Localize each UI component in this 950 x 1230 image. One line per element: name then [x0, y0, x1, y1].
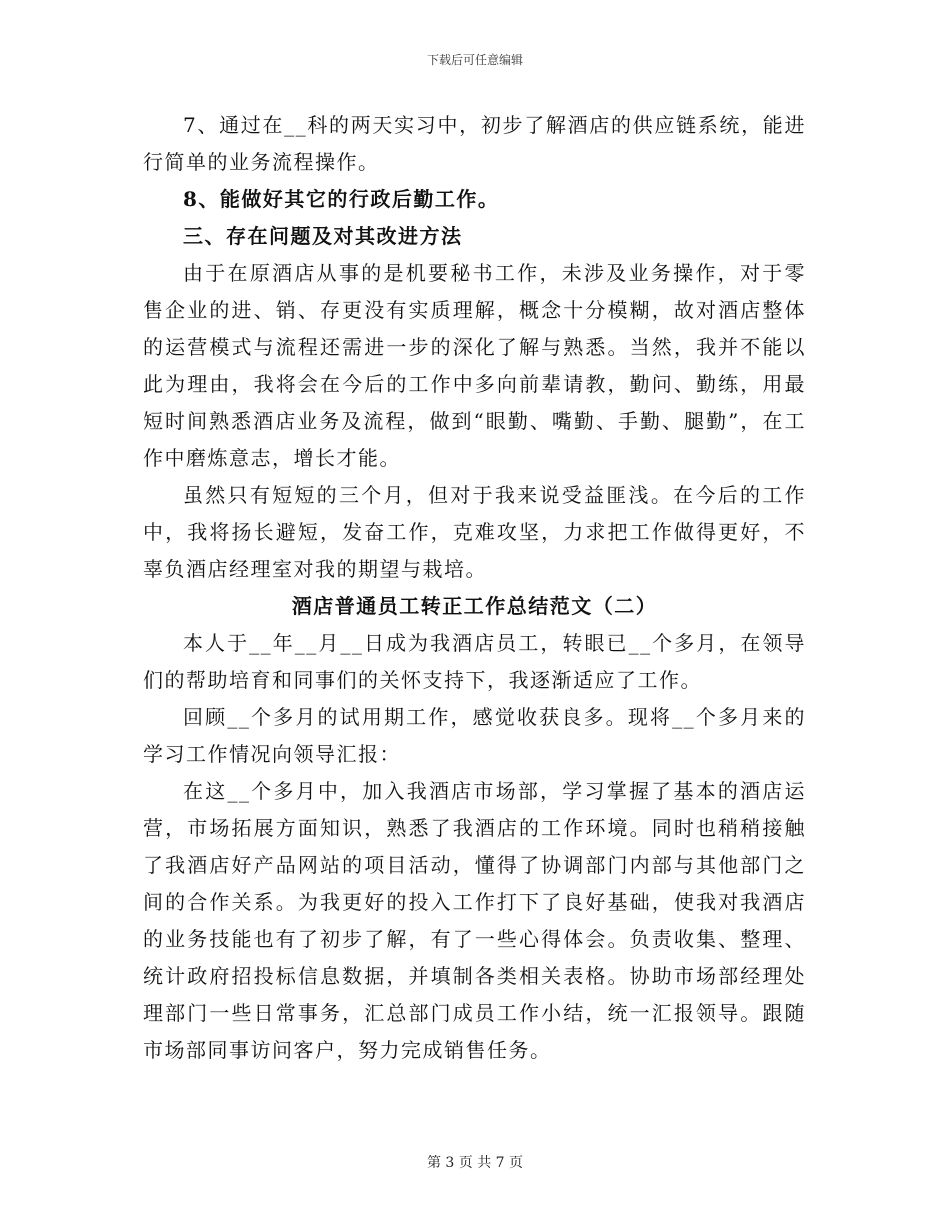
document-body	[143, 107, 806, 1069]
article-title: 酒店普通员工转正工作总结范文（二）	[291, 594, 658, 618]
paragraph-item-7: 7、通过在__科的两天实习中，初步了解酒店的供应链系统，能进行简单的业务流程操作。	[143, 113, 806, 174]
paragraph-problems: 由于在原酒店从事的是机要秘书工作，未涉及业务操作，对于零售企业的进、销、存更没有实质理解，概念十分模糊，故对酒店整体的运营模式与流程还需进一步的深化了解与熟悉。当然，我并不能以此为理由，我将会在今后的工作中多向前辈请教，勤问、勤练，用最短时间熟悉酒店业务及流程，做到“眼勤、嘴勤、手勤、腿勤”，在工作中磨炼意志，增长才能。	[143, 261, 806, 470]
section-heading-problems: 三、存在问题及对其改进方法	[183, 224, 463, 248]
paragraph-item-8: 8、能做好其它的行政后勤工作。	[183, 187, 500, 211]
paragraph-conclusion: 虽然只有短短的三个月，但对于我来说受益匪浅。在今后的工作中，我将扬长避短，发奋工作，克难攻坚，力求把工作做得更好，不辜负酒店经理室对我的期望与栽培。	[143, 483, 806, 581]
page-number: 第 3 页 共 7 页	[426, 1155, 524, 1171]
page-header-note: 下载后可任意编辑	[426, 53, 523, 67]
paragraph-work-details: 在这__个多月中，加入我酒店市场部，学习掌握了基本的酒店运营，市场拓展方面知识，熟悉了我酒店的工作环境。同时也稍稍接触了我酒店好产品网站的项目活动，懂得了协调部门内部与其他部门之间的合作关系。为我更好的投入工作打下了良好基础，使我对我酒店的业务技能也有了初步了解，有了一些心得体会。负责收集、整理、统计政府招投标信息数据，并填制各类相关表格。协助市场部经理处理部门一些日常事务，汇总部门成员工作小结，统一汇报领导。跟随市场部同事访问客户，努力完成销售任务。	[143, 779, 806, 1062]
paragraph-review: 回顾__个多月的试用期工作，感觉收获良多。现将__个多月来的学习工作情况向领导汇报：	[143, 705, 806, 766]
paragraph-intro: 本人于__年__月__日成为我酒店员工，转眼已__个多月，在领导们的帮助培育和同事们的关怀支持下，我逐渐适应了工作。	[143, 631, 806, 692]
